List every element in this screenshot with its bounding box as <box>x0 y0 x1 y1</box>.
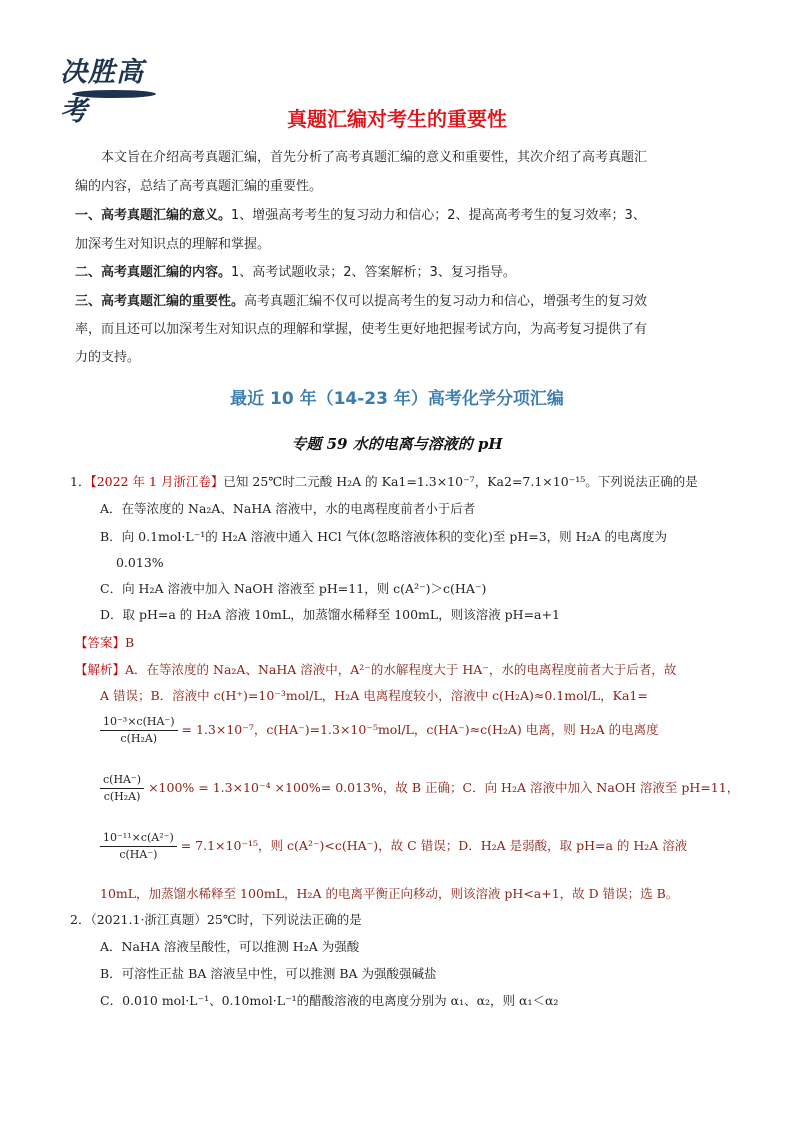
collection-subtitle: 最近 10 年（14-23 年）高考化学分项汇编 <box>230 389 564 409</box>
q2-option-a: A．NaHA 溶液呈酸性，可以推测 H₂A 为强酸 <box>100 939 360 954</box>
analysis-line-6: 10mL，加蒸馏水稀释至 100mL，H₂A 的电离平衡正向移动，则该溶液 pH<a+1，故 D 错误；选 B。 <box>100 886 679 901</box>
q1-option-a: A．在等浓度的 Na₂A、NaHA 溶液中，水的电离程度前者小于后者 <box>100 501 476 516</box>
intro-paragraph <box>75 143 725 172</box>
q2-source: （2021.1·浙江真题） <box>90 912 207 927</box>
q2-option-b: B．可溶性正盐 BA 溶液呈中性，可以推测 BA 为强酸强碱盐 <box>100 966 437 981</box>
fraction-1-den: c(H₂A) <box>120 732 158 745</box>
fraction-2-den: c(H₂A) <box>103 790 141 803</box>
logo <box>58 46 170 127</box>
doc-title: 真题汇编对考生的重要性 <box>287 107 507 131</box>
section-3-cont2 <box>75 343 725 372</box>
topic-title: 专题 59 水的电离与溶液的 pH <box>291 435 503 453</box>
section-3-text: 高考真题汇编不仅可以提高考生的复习动力和信心，增强考生的复习效 <box>244 294 648 309</box>
q1-option-d: D．取 pH=a 的 H₂A 溶液 10mL，加蒸馏水稀释至 100mL，则该溶液 pH=a+1 <box>100 607 560 622</box>
analysis-formula-3 <box>100 830 760 863</box>
section-3-text3: 力的支持。 <box>75 350 141 365</box>
logo-swoosh <box>72 90 156 98</box>
q1-stem <box>70 472 730 492</box>
fraction-1-num: 10⁻³×c(HA⁻) <box>100 714 178 731</box>
fraction-3 <box>100 830 177 863</box>
q1-analysis <box>75 660 735 680</box>
fraction-3-den: c(HA⁻) <box>119 848 158 861</box>
analysis-formula-1 <box>100 714 760 747</box>
fraction-2 <box>100 772 144 805</box>
q2-option-c: C．0.010 mol·L⁻¹、0.10mol·L⁻¹的醋酸溶液的电离度分别为 α₁、α₂，则 α₁＜α₂ <box>100 993 559 1008</box>
q1-stem-text: 已知 25℃时二元酸 H₂A 的 Ka1=1.3×10⁻⁷，Ka2=7.1×10⁻¹⁵。下列说法正确的是 <box>223 474 698 489</box>
q1-source: 【2022 年 1 月浙江卷】 <box>90 474 224 489</box>
fraction-2-num: c(HA⁻) <box>100 772 144 789</box>
section-1-text2: 加深考生对知识点的理解和掌握。 <box>75 237 271 252</box>
section-1-cont <box>75 230 725 259</box>
answer-value: B <box>125 635 135 650</box>
q2-stem-text: 25℃时，下列说法正确的是 <box>206 912 362 927</box>
q1-option-b-cont: 0.013% <box>116 555 164 570</box>
q1-option-c: C．向 H₂A 溶液中加入 NaOH 溶液至 pH=11，则 c(A²⁻)＞c(HA⁻) <box>100 581 487 596</box>
q2-number: 2． <box>70 912 91 927</box>
section-2 <box>75 258 725 287</box>
answer-tag: 【答案】 <box>75 635 126 650</box>
section-3-cont <box>75 315 725 344</box>
q1-option-b: B．向 0.1mol·L⁻¹的 H₂A 溶液中通入 HCl 气体(忽略溶液体积的变化)至 pH=3，则 H₂A 的电离度为 <box>100 529 668 544</box>
analysis-line-5: = 7.1×10⁻¹⁵，则 c(A²⁻)<c(HA⁻)，故 C 错误；D．H₂A 是弱酸，取 pH=a 的 H₂A 溶液 <box>180 838 688 853</box>
q2-stem <box>70 910 730 930</box>
fraction-3-num: 10⁻¹¹×c(A²⁻) <box>100 830 177 847</box>
q1-answer <box>75 633 735 653</box>
section-3-head: 三、高考真题汇编的重要性。 <box>75 294 245 309</box>
q1-number: 1． <box>70 474 91 489</box>
fraction-1 <box>100 714 178 747</box>
analysis-line-3: = 1.3×10⁻⁷，c(HA⁻)=1.3×10⁻⁵mol/L，c(HA⁻)≈c(H₂A) 电离，则 H₂A 的电离度 <box>181 722 659 737</box>
logo-text: 决胜高考 <box>60 57 144 127</box>
analysis-line-2: A 错误；B．溶液中 c(H⁺)=10⁻³mol/L，H₂A 电离程度较小，溶液中 c(H₂A)≈0.1mol/L，Ka1= <box>100 688 648 703</box>
section-1-head: 一、高考真题汇编的意义。 <box>75 208 232 223</box>
intro-text-1: 本文旨在介绍高考真题汇编，首先分析了高考真题汇编的意义和重要性，其次介绍了高考真题汇 <box>101 150 648 165</box>
section-3-text2: 率，而且还可以加深考生对知识点的理解和掌握，使考生更好地把握考试方向，为高考复习提供了有 <box>75 322 648 337</box>
section-1 <box>75 201 725 230</box>
section-2-head: 二、高考真题汇编的内容。 <box>75 265 232 280</box>
intro-text-1b: 编的内容，总结了高考真题汇编的重要性。 <box>75 179 323 194</box>
section-2-text: 1、高考试题收录；2、答案解析；3、复习指导。 <box>231 265 516 280</box>
section-3 <box>75 287 725 316</box>
analysis-formula-2 <box>100 772 760 805</box>
analysis-tag: 【解析】 <box>75 662 126 677</box>
analysis-line-4: ×100% = 1.3×10⁻⁴ ×100%= 0.013%，故 B 正确；C．向 H₂A 溶液中加入 NaOH 溶液至 pH=11， <box>148 780 740 795</box>
analysis-line-1: A．在等浓度的 Na₂A、NaHA 溶液中，A²⁻的水解程度大于 HA⁻，水的电离程度前者大于后者，故 <box>125 662 677 677</box>
section-1-text: 1、增强高考考生的复习动力和信心；2、提高高考考生的复习效率；3、 <box>231 208 646 223</box>
intro-paragraph-cont <box>75 172 725 201</box>
